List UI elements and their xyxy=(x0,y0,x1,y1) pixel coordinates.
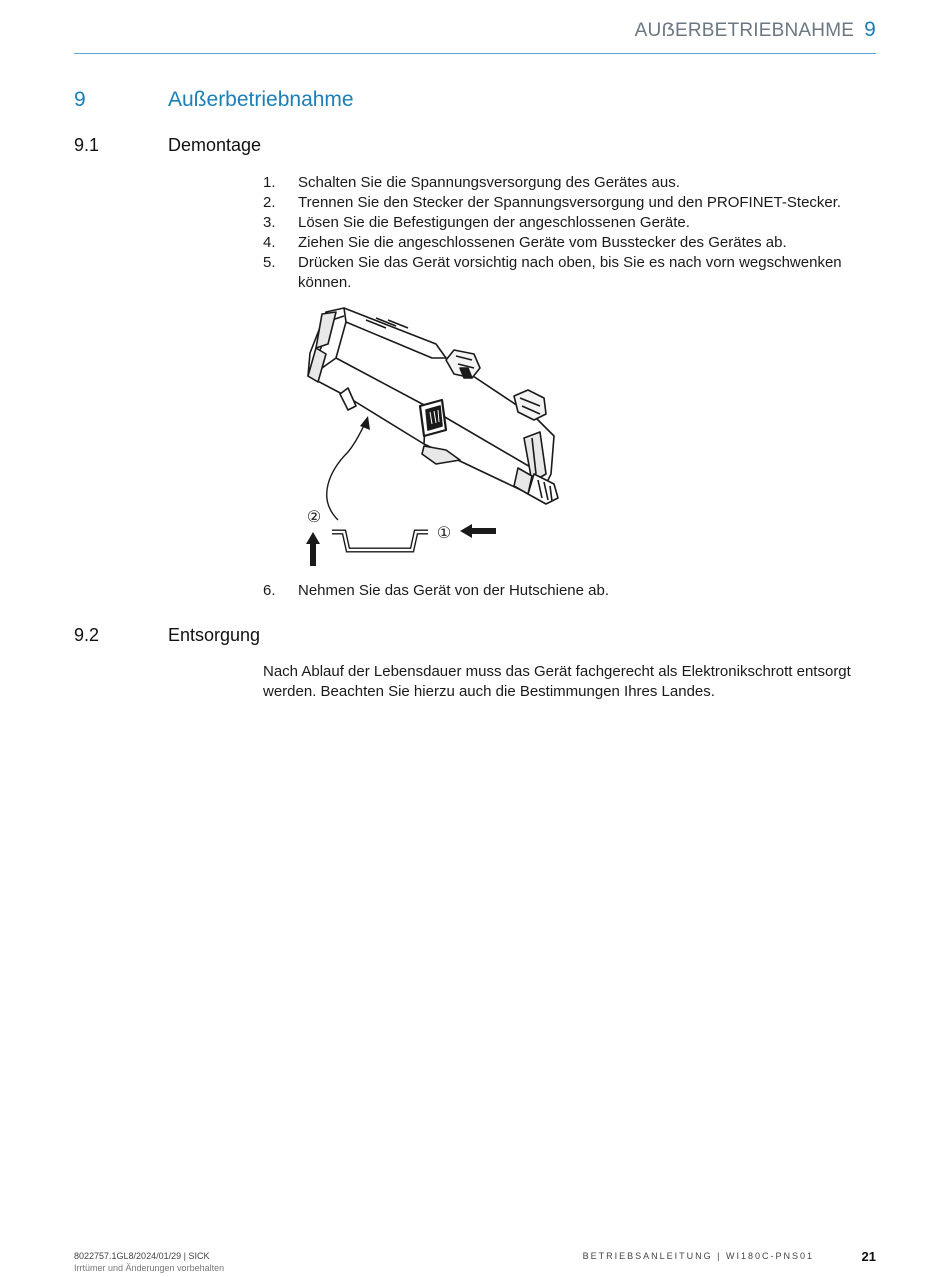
list-item xyxy=(263,173,875,193)
step-number: 1. xyxy=(263,174,276,191)
step-number: 2. xyxy=(263,194,276,211)
step-number: 3. xyxy=(263,214,276,231)
section-title: Demontage xyxy=(168,135,262,155)
chapter-title: Außerbetriebnahme xyxy=(168,88,354,111)
step-text: Ziehen Sie die angeschlossenen Geräte vom Busstecker des Gerätes ab. xyxy=(298,234,787,251)
page-number: 21 xyxy=(861,1249,876,1264)
section-title: Entsorgung xyxy=(168,625,261,645)
step-number: 6. xyxy=(263,582,276,599)
figure-label-2: ② xyxy=(306,507,322,526)
footer-doc-id: 8022757.1GL8/2024/01/29 | SICK xyxy=(74,1251,210,1261)
running-header xyxy=(635,18,876,42)
running-header-chapter-number: 9 xyxy=(864,18,876,41)
step-text: Trennen Sie den Stecker der Spannungsversorgung und den PROFINET-Stecker. xyxy=(298,194,842,211)
step-text: Lösen Sie die Befestigungen der angeschlossenen Geräte. xyxy=(298,214,690,231)
step-text: Nehmen Sie das Gerät von der Hutschiene ab. xyxy=(298,582,610,599)
section-number: 9.1 xyxy=(74,135,100,155)
footer-document-info xyxy=(74,1250,224,1274)
list-item xyxy=(263,213,875,233)
list-item xyxy=(263,253,875,293)
device-drawing xyxy=(296,298,566,572)
list-item xyxy=(263,233,875,253)
header-rule xyxy=(74,53,876,54)
footer-manual-title: BETRIEBSANLEITUNG | WI180C-PNS01 xyxy=(582,1251,814,1261)
step-text: Drücken Sie das Gerät vorsichtig nach oben, bis Sie es nach vorn wegschwenken können. xyxy=(298,254,842,291)
step-number: 4. xyxy=(263,234,276,251)
demontage-steps-continued xyxy=(263,581,875,601)
step-text: Schalten Sie die Spannungsversorgung des Gerätes aus. xyxy=(298,174,680,191)
list-item xyxy=(263,193,875,213)
chapter-number: 9 xyxy=(74,88,86,111)
figure-label-1: ① xyxy=(436,523,452,542)
list-item xyxy=(263,581,875,601)
step-number: 5. xyxy=(263,254,276,271)
dismount-illustration xyxy=(296,298,566,572)
section-number: 9.2 xyxy=(74,625,100,645)
disposal-paragraph: Nach Ablauf der Lebensdauer muss das Gerät fachgerecht als Elektronikschrott entsorgt werden. Beachten Sie hierzu auch die Bestimmungen Ihres Landes. xyxy=(263,663,851,700)
footer-disclaimer: Irrtümer und Änderungen vorbehalten xyxy=(74,1263,225,1273)
running-header-title: AUẞERBETRIEBNAHME xyxy=(634,20,855,41)
demontage-steps xyxy=(263,173,875,293)
